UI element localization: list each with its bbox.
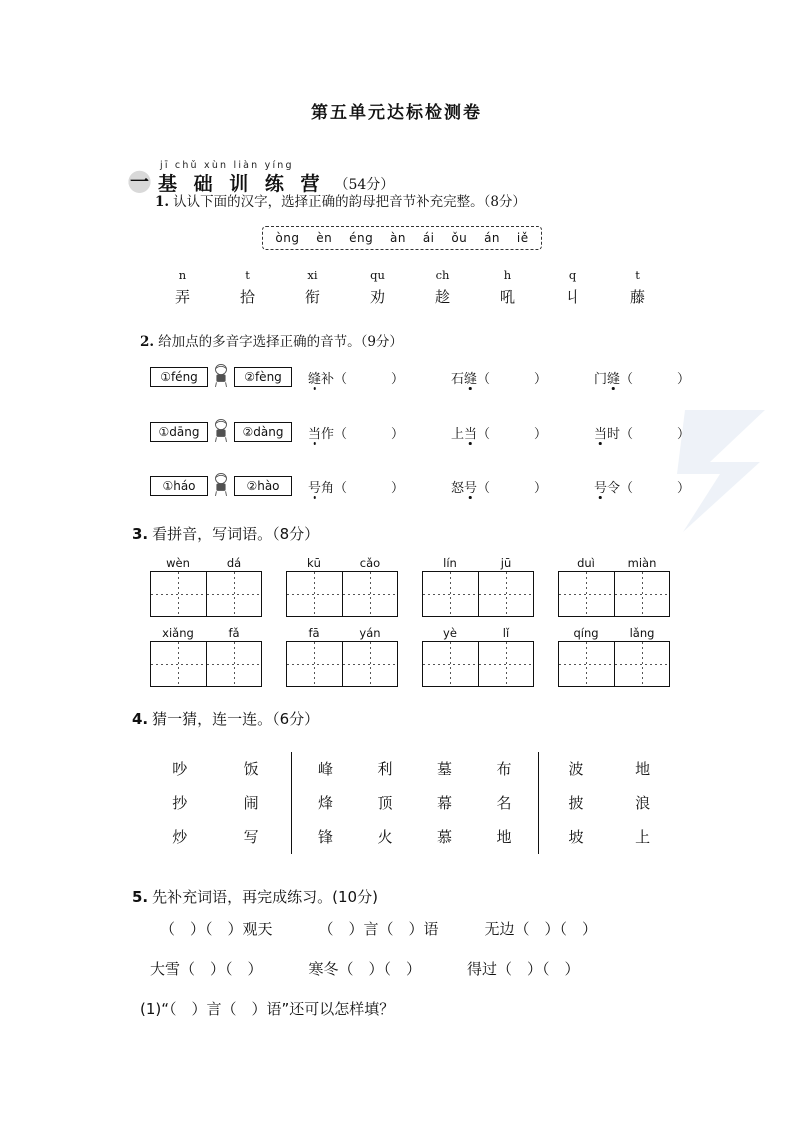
q4-char[interactable]: 波 bbox=[568, 760, 584, 778]
tianzige-cells[interactable] bbox=[558, 641, 670, 687]
tianzige-pinyin bbox=[150, 626, 262, 640]
q1-initial-3: qu bbox=[370, 268, 385, 282]
q5-sub-question-1[interactable]: (1)“（ ）言（ ）语”还可以怎样填？ bbox=[140, 1000, 395, 1018]
q1-char-5: 吼 bbox=[499, 288, 515, 306]
q1-initial-2: xi bbox=[307, 268, 318, 282]
tianzige-cells[interactable] bbox=[286, 641, 398, 687]
question-4-prompt bbox=[132, 708, 319, 729]
q4-char[interactable]: 利 bbox=[377, 760, 393, 778]
section-number: 一 bbox=[128, 167, 151, 194]
tianzige-cell[interactable] bbox=[559, 572, 614, 616]
tianzige-cell[interactable] bbox=[423, 572, 478, 616]
tianzige-cell[interactable] bbox=[287, 572, 342, 616]
pinyin-2: jū bbox=[500, 556, 512, 570]
mascot-icon bbox=[208, 418, 234, 446]
q2-row1-words bbox=[308, 423, 690, 442]
question-2-text: 给加点的多音字选择正确的音节。（9分） bbox=[158, 334, 403, 350]
q1-option-box bbox=[262, 226, 542, 250]
q2-plain-char: 令 bbox=[606, 480, 620, 496]
pinyin-2: lǎng bbox=[629, 626, 655, 640]
pinyin-1: yè bbox=[443, 626, 457, 640]
tianzige-group[interactable] bbox=[422, 626, 534, 687]
q5-row-1 bbox=[160, 918, 700, 939]
q2-word bbox=[594, 423, 690, 442]
q1-initial-0: n bbox=[178, 268, 187, 282]
q4-right-column-2[interactable] bbox=[496, 752, 511, 854]
q4-char[interactable]: 锋 bbox=[318, 828, 334, 846]
q1-option-4: ái bbox=[422, 231, 435, 245]
answer-blank[interactable]: （ ） bbox=[334, 371, 405, 387]
tianzige-pinyin bbox=[286, 556, 398, 570]
q2-row bbox=[150, 363, 690, 391]
q5-blank-item[interactable]: 寒冬（ ）（ ） bbox=[308, 960, 422, 978]
q4-char[interactable]: 顶 bbox=[377, 794, 393, 812]
mascot-icon bbox=[208, 363, 234, 391]
question-5-number: 5. bbox=[132, 888, 149, 906]
q1-character-grid bbox=[150, 268, 670, 307]
q4-right-column[interactable] bbox=[635, 752, 650, 854]
tianzige-cell[interactable] bbox=[206, 642, 262, 686]
q4-char[interactable]: 坡 bbox=[568, 828, 584, 846]
q1-option-0: òng bbox=[275, 231, 300, 245]
tianzige-group[interactable] bbox=[286, 556, 398, 617]
tianzige-cell[interactable] bbox=[151, 642, 206, 686]
tianzige-cells[interactable] bbox=[422, 571, 534, 617]
q4-matching-grid bbox=[140, 752, 680, 854]
tianzige-group[interactable] bbox=[558, 556, 670, 617]
q4-left-column-2[interactable] bbox=[437, 752, 452, 854]
q4-char[interactable]: 炒 bbox=[172, 828, 188, 846]
question-4-number: 4. bbox=[132, 710, 149, 728]
q2-row0-option2[interactable]: ②fèng bbox=[234, 367, 292, 387]
q4-char[interactable]: 饭 bbox=[243, 760, 259, 778]
q2-word bbox=[308, 368, 404, 387]
q2-plain-char: 门 bbox=[593, 371, 607, 387]
q2-row1-option1[interactable]: ①dāng bbox=[150, 422, 208, 442]
tianzige-cell[interactable] bbox=[342, 572, 398, 616]
q1-option-3: àn bbox=[390, 231, 406, 245]
question-1-text: 认认下面的汉字，选择正确的韵母把音节补充完整。（8分） bbox=[173, 194, 526, 210]
pinyin-1: qíng bbox=[573, 626, 599, 640]
q2-word bbox=[594, 368, 690, 387]
tianzige-group[interactable] bbox=[150, 626, 262, 687]
q2-plain-char: 作 bbox=[321, 426, 335, 442]
q4-char[interactable]: 布 bbox=[496, 760, 512, 778]
q1-item bbox=[150, 268, 215, 307]
q2-word bbox=[451, 368, 547, 387]
q2-word bbox=[308, 423, 404, 442]
q4-left-column[interactable] bbox=[569, 752, 584, 854]
pinyin-1: wèn bbox=[166, 556, 190, 570]
q2-plain-char: 时 bbox=[606, 426, 620, 442]
q4-char[interactable]: 峰 bbox=[318, 760, 334, 778]
question-1-prompt bbox=[155, 190, 526, 210]
pinyin-2: fǎ bbox=[228, 626, 240, 640]
q4-left-column[interactable] bbox=[172, 752, 187, 854]
q2-word bbox=[594, 477, 690, 496]
answer-blank[interactable]: （ ） bbox=[334, 426, 405, 442]
q4-char[interactable]: 上 bbox=[635, 828, 651, 846]
q2-plain-char: 角 bbox=[321, 480, 335, 496]
q5-blank-item[interactable]: 得过（ ）（ ） bbox=[467, 960, 580, 978]
tianzige-pinyin bbox=[150, 556, 262, 570]
tianzige-pinyin bbox=[558, 556, 670, 570]
q2-word bbox=[451, 477, 547, 496]
q2-word bbox=[308, 477, 404, 496]
tianzige-pinyin bbox=[422, 556, 534, 570]
q5-blank-item[interactable]: 大雪（ ）（ ） bbox=[150, 960, 263, 978]
answer-blank[interactable]: （ ） bbox=[334, 480, 405, 496]
q1-initial-6: q bbox=[568, 268, 577, 282]
q2-dotted-char: 缝 bbox=[606, 371, 620, 387]
q2-dotted-char: 号 bbox=[593, 480, 607, 496]
q4-group-2[interactable] bbox=[291, 752, 538, 854]
tianzige-cell[interactable] bbox=[287, 642, 342, 686]
q4-char[interactable]: 幕 bbox=[436, 794, 452, 812]
tianzige-cell[interactable] bbox=[559, 642, 614, 686]
q4-char[interactable]: 闹 bbox=[243, 794, 259, 812]
pinyin-1: xiǎng bbox=[162, 626, 194, 640]
q2-row2-option2[interactable]: ②hào bbox=[234, 476, 292, 496]
q1-initial-4: ch bbox=[435, 268, 450, 282]
mascot-figure-icon bbox=[210, 418, 232, 442]
q2-dotted-char: 缝 bbox=[308, 371, 322, 387]
q4-char[interactable]: 名 bbox=[496, 794, 512, 812]
q4-char[interactable]: 烽 bbox=[318, 794, 334, 812]
q1-item bbox=[475, 268, 540, 307]
page-title: 第五单元达标检测卷 bbox=[311, 103, 482, 123]
answer-blank[interactable]: （ ） bbox=[477, 480, 548, 496]
tianzige-cells[interactable] bbox=[286, 571, 398, 617]
q4-char[interactable]: 写 bbox=[243, 828, 259, 846]
tianzige-cells[interactable] bbox=[150, 641, 262, 687]
q2-plain-char: 怒 bbox=[450, 480, 464, 496]
question-2-number: 2. bbox=[140, 334, 155, 350]
q2-dotted-char: 当 bbox=[463, 426, 477, 442]
q2-word bbox=[451, 423, 547, 442]
q1-char-0: 弄 bbox=[174, 288, 190, 306]
q4-char[interactable]: 地 bbox=[635, 760, 651, 778]
q2-plain-char: 上 bbox=[450, 426, 464, 442]
question-5-prompt bbox=[132, 886, 378, 907]
section-title: 基 础 训 练 营 bbox=[158, 173, 325, 195]
q1-item bbox=[605, 268, 670, 307]
q2-plain-char: 石 bbox=[450, 371, 464, 387]
tianzige-cell[interactable] bbox=[614, 572, 670, 616]
q1-item bbox=[215, 268, 280, 307]
tianzige-group[interactable] bbox=[558, 626, 670, 687]
pinyin-1: kū bbox=[307, 556, 321, 570]
q2-dotted-char: 缝 bbox=[463, 371, 477, 387]
q2-row0-words bbox=[308, 368, 690, 387]
q1-item bbox=[410, 268, 475, 307]
q1-char-6: 丩 bbox=[564, 288, 580, 306]
q1-char-4: 趁 bbox=[434, 288, 450, 306]
tianzige-cells[interactable] bbox=[422, 641, 534, 687]
q1-char-3: 劝 bbox=[369, 288, 385, 306]
tianzige-cells[interactable] bbox=[150, 571, 262, 617]
q2-row1-option2[interactable]: ②dàng bbox=[234, 422, 292, 442]
q4-char[interactable]: 吵 bbox=[172, 760, 188, 778]
mascot-figure-icon bbox=[210, 363, 232, 387]
q1-initial-5: h bbox=[503, 268, 512, 282]
q1-option-6: án bbox=[484, 231, 501, 245]
q3-row-2 bbox=[150, 626, 670, 687]
q2-row bbox=[150, 472, 690, 500]
tianzige-group[interactable] bbox=[150, 556, 262, 617]
tianzige-cell[interactable] bbox=[478, 572, 534, 616]
tianzige-cell[interactable] bbox=[614, 642, 670, 686]
tianzige-group[interactable] bbox=[286, 626, 398, 687]
pinyin-1: fā bbox=[308, 626, 320, 640]
section-points: （54分） bbox=[334, 177, 395, 193]
tianzige-pinyin bbox=[286, 626, 398, 640]
q2-row2-option1[interactable]: ①háo bbox=[150, 476, 208, 496]
q4-char[interactable]: 浪 bbox=[635, 794, 651, 812]
q5-row-2 bbox=[150, 958, 690, 979]
tianzige-cells[interactable] bbox=[558, 571, 670, 617]
pinyin-2: dá bbox=[226, 556, 242, 570]
q4-char[interactable]: 披 bbox=[568, 794, 584, 812]
mascot-icon bbox=[208, 472, 234, 500]
question-3-prompt bbox=[132, 523, 319, 544]
tianzige-group[interactable] bbox=[422, 556, 534, 617]
q4-group-1[interactable] bbox=[140, 752, 291, 854]
q3-row-1 bbox=[150, 556, 670, 617]
q1-char-2: 衔 bbox=[304, 288, 320, 306]
pinyin-2: lǐ bbox=[502, 626, 510, 640]
q1-item bbox=[540, 268, 605, 307]
question-3-number: 3. bbox=[132, 525, 149, 543]
q1-item bbox=[280, 268, 345, 307]
pinyin-2: yán bbox=[359, 626, 381, 640]
answer-blank[interactable]: （ ） bbox=[477, 371, 548, 387]
q1-option-1: èn bbox=[316, 231, 333, 245]
tianzige-cell[interactable] bbox=[151, 572, 206, 616]
q4-char[interactable]: 墓 bbox=[436, 760, 452, 778]
answer-blank[interactable]: （ ） bbox=[619, 480, 690, 496]
q4-char[interactable]: 地 bbox=[496, 828, 512, 846]
q2-dotted-char: 当 bbox=[308, 426, 322, 442]
q4-group-3[interactable] bbox=[538, 752, 680, 854]
q1-option-7: iě bbox=[516, 231, 529, 245]
q1-char-7: 藤 bbox=[629, 288, 645, 306]
tianzige-cell[interactable] bbox=[478, 642, 534, 686]
q1-option-2: éng bbox=[349, 231, 374, 245]
question-5-text: 先补充词语，再完成练习。(10分) bbox=[152, 888, 378, 906]
pinyin-2: cǎo bbox=[359, 556, 381, 570]
q2-dotted-char: 号 bbox=[308, 480, 322, 496]
section-pinyin: jī chǔ xùn liàn yíng bbox=[160, 160, 294, 171]
q4-right-column[interactable] bbox=[244, 752, 259, 854]
tianzige-pinyin bbox=[558, 626, 670, 640]
q2-plain-char: 补 bbox=[321, 371, 335, 387]
q5-blank-item[interactable]: 无边（ ）（ ） bbox=[484, 920, 598, 938]
q2-row2-words bbox=[308, 477, 690, 496]
answer-blank[interactable]: （ ） bbox=[619, 371, 690, 387]
tianzige-cell[interactable] bbox=[342, 642, 398, 686]
q1-char-1: 拾 bbox=[239, 288, 255, 306]
watermark-logo-icon bbox=[665, 392, 785, 542]
q4-right-column[interactable] bbox=[378, 752, 393, 854]
q1-initial-7: t bbox=[635, 268, 640, 282]
q1-initial-1: t bbox=[245, 268, 250, 282]
question-1-number: 1. bbox=[155, 194, 170, 210]
mascot-figure-icon bbox=[210, 472, 232, 496]
pinyin-1: lín bbox=[443, 556, 457, 570]
q4-char[interactable]: 慕 bbox=[436, 828, 452, 846]
q2-row bbox=[150, 418, 690, 446]
q4-char[interactable]: 抄 bbox=[172, 794, 188, 812]
question-2-prompt bbox=[140, 330, 403, 350]
q1-option-5: ǒu bbox=[451, 231, 468, 245]
question-4-text: 猜一猜，连一连。（6分） bbox=[152, 710, 320, 728]
q5-blank-item[interactable]: （ ）（ ）观天 bbox=[160, 920, 273, 938]
tianzige-cell[interactable] bbox=[423, 642, 478, 686]
answer-blank[interactable]: （ ） bbox=[619, 426, 690, 442]
tianzige-pinyin bbox=[422, 626, 534, 640]
question-3-text: 看拼音，写词语。（8分） bbox=[152, 525, 320, 543]
q2-row0-option1[interactable]: ①féng bbox=[150, 367, 208, 387]
q4-char[interactable]: 火 bbox=[377, 828, 393, 846]
q1-item bbox=[345, 268, 410, 307]
q2-dotted-char: 号 bbox=[463, 480, 477, 496]
tianzige-cell[interactable] bbox=[206, 572, 262, 616]
pinyin-2: miàn bbox=[627, 556, 657, 570]
q2-dotted-char: 当 bbox=[593, 426, 607, 442]
q5-blank-item[interactable]: （ ）言（ ）语 bbox=[318, 920, 439, 938]
q4-left-column[interactable] bbox=[318, 752, 333, 854]
answer-blank[interactable]: （ ） bbox=[477, 426, 548, 442]
pinyin-1: duì bbox=[577, 556, 595, 570]
